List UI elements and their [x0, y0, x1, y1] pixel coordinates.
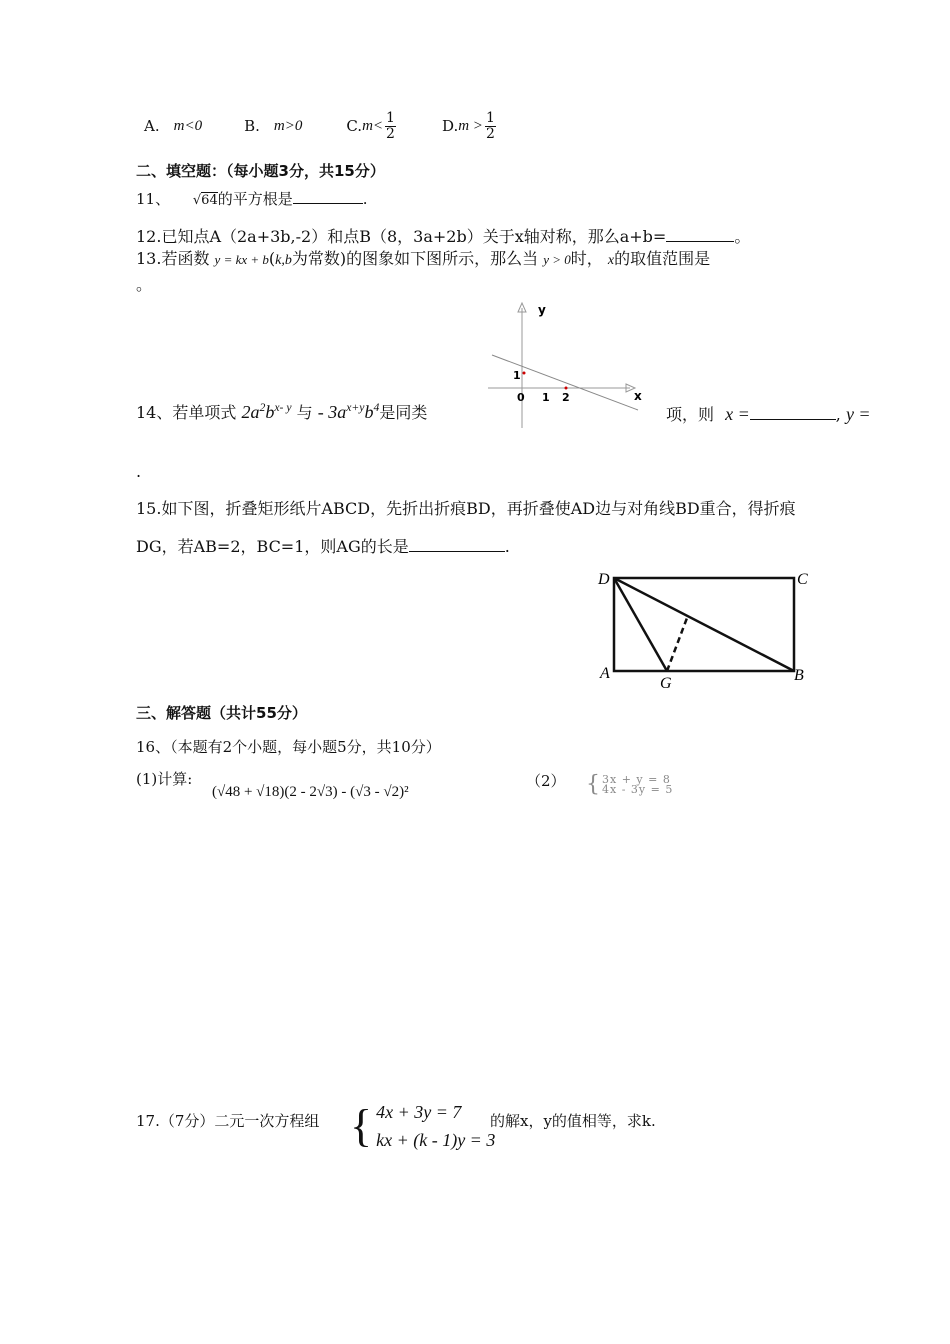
folded-rectangle-figure: [592, 566, 812, 690]
tick-label-x2: 2: [562, 391, 570, 404]
q13-function: y = kx + b: [214, 252, 269, 267]
q11-sqrt: √64: [192, 193, 218, 208]
option-d-fraction: $\frac{1}{2}$: [485, 109, 495, 142]
q14-term2: - $3a^{x+y}b^4$: [317, 401, 380, 422]
q14-mid: 与: [296, 403, 313, 422]
option-c-label: C.: [346, 117, 363, 135]
q16-part2-label: （2）: [526, 772, 566, 790]
option-a-label: A.: [144, 117, 160, 135]
q11-text: 的平方根是: [217, 190, 293, 208]
option-c-math: m<: [362, 117, 384, 134]
tick-label-y1: 1: [513, 369, 521, 382]
q12-text: 12.已知点A（2a+3b,-2）和点B（8，3a+2b）关于x轴对称，那么a+b=: [136, 227, 667, 246]
origin-label: 0: [517, 391, 525, 404]
q14-term1: $2a^2b^{x- y}$: [241, 401, 292, 422]
q12: 12.已知点A（2a+3b,-2）和点B（8，3a+2b）关于x轴对称，那么a+b= 。: [136, 227, 751, 246]
label-c: C: [797, 571, 808, 588]
q17-label: 17.（7分）二元一次方程组: [136, 1112, 320, 1130]
q17-brace: {: [350, 1100, 373, 1151]
q14-tail: 项，则 x = , y =: [666, 404, 871, 424]
q16-eq2: 4x - 3y = 5: [602, 783, 674, 796]
q15-line1: 15.如下图，折叠矩形纸片ABCD，先折出折痕BD，再折叠使AD边与对角线BD重合，得折痕: [136, 499, 796, 518]
q16-part1-label: (1)计算:: [136, 770, 193, 788]
option-c-fraction: $\frac{1}{2}$: [386, 109, 395, 142]
label-b: B: [794, 667, 804, 684]
q14-after: 是同类: [379, 403, 428, 422]
q14-lead: 14、若单项式: [136, 403, 237, 422]
y-axis-label: y: [538, 303, 546, 317]
label-g: G: [660, 675, 672, 690]
dashed-fold: [667, 618, 687, 671]
q16-header: 16、（本题有2个小题，每小题5分，共10分）: [136, 738, 441, 756]
option-b-label: B.: [244, 117, 260, 135]
q11-number: 11、: [136, 190, 171, 208]
q17-system: [350, 1098, 495, 1154]
q16-eq1: 3x + y = 8: [602, 773, 671, 786]
q15-answer-blank[interactable]: [409, 535, 505, 552]
q14-x-eq: x =: [725, 404, 750, 424]
option-a-math: m<0: [173, 117, 203, 134]
section2-title: 二、填空题：（每小题3分，共15分）: [136, 162, 385, 180]
section3-title: 三、解答题（共计55分）: [136, 704, 307, 722]
q15-line2: DG，若AB=2，BC=1，则AG的长是 .: [136, 537, 510, 556]
x-axis-label: x: [634, 389, 642, 403]
y-intercept-point: [523, 372, 526, 375]
q13-line2: 。: [136, 275, 153, 294]
q13: 13.若函数 y = kx + b(k,b为常数)的图象如下图所示，那么当 y > 0时， x的取值范围是: [136, 249, 711, 268]
option-d-label: D.: [441, 117, 459, 135]
q11: 11、 √64的平方根是 .: [136, 190, 368, 208]
linear-function-graph: [480, 300, 650, 430]
q17-eq2: kx + (k - 1)y = 3: [376, 1130, 496, 1150]
x-intercept-point: [565, 387, 568, 390]
option-d-math: m >: [458, 117, 483, 134]
q14: [136, 400, 427, 423]
q14-y-eq: y =: [845, 404, 871, 424]
q14-x-answer-blank[interactable]: [750, 403, 836, 420]
q11-answer-blank[interactable]: [293, 188, 363, 204]
label-d: D: [598, 571, 610, 588]
q16-part1-expression: (√48 + √18)(2 - 2√3) - (√3 - √2)²: [212, 784, 409, 800]
option-b-math: m>0: [273, 117, 303, 134]
q17-eq1: 4x + 3y = 7: [376, 1102, 462, 1122]
tick-label-x1: 1: [542, 391, 550, 404]
q17-tail: 的解x，y的值相等，求k.: [490, 1112, 656, 1130]
q14-period: .: [136, 462, 142, 481]
label-a: A: [600, 665, 610, 682]
q13-condition: y > 0: [543, 252, 571, 267]
q10-options: [144, 108, 496, 144]
q16-part2-system: { 3x + y = 8 4x - 3y = 5: [586, 772, 674, 797]
q12-answer-blank[interactable]: [666, 225, 734, 242]
